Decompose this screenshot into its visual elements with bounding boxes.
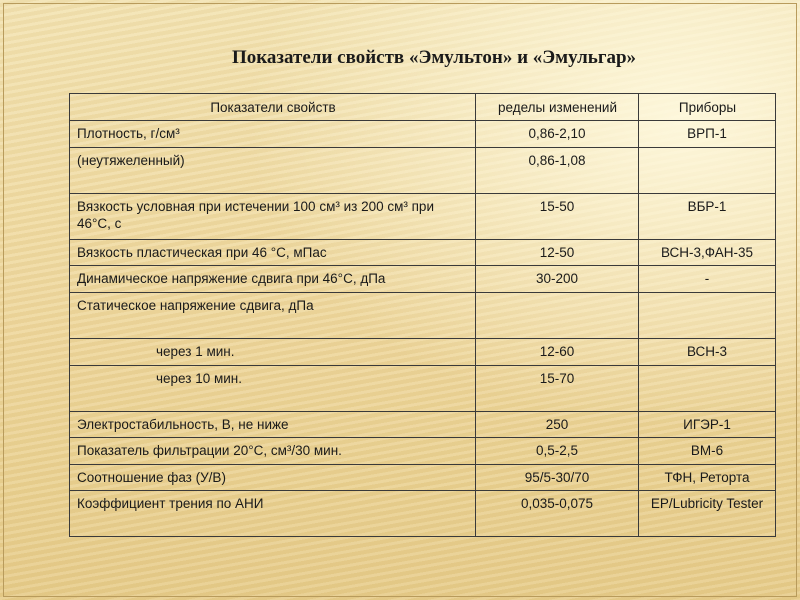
property-cell: Вязкость пластическая при 46 °С, мПас: [70, 240, 476, 266]
property-cell: Соотношение фаз (У/В): [70, 465, 476, 491]
table-row: [70, 121, 776, 148]
table-row: [70, 240, 776, 266]
range-cell: 0,5-2,5: [476, 438, 639, 465]
device-cell: [639, 148, 776, 194]
range-cell: 12-50: [476, 240, 639, 266]
property-cell: через 10 мин.: [70, 366, 476, 412]
table-header-row: [70, 94, 776, 121]
device-cell: [639, 293, 776, 339]
device-cell: EP/Lubricity Tester: [639, 491, 776, 537]
range-cell: 30-200: [476, 266, 639, 293]
device-cell: ВСН-3: [639, 339, 776, 366]
property-cell: Динамическое напряжение сдвига при 46°С, дПа: [70, 266, 476, 293]
table-row: [70, 194, 776, 240]
device-cell: [639, 366, 776, 412]
range-cell: [476, 293, 639, 339]
table-row: [70, 491, 776, 537]
property-cell: через 1 мин.: [70, 339, 476, 366]
table-row: [70, 148, 776, 194]
device-cell: ВБР-1: [639, 194, 776, 240]
range-cell: 0,86-1,08: [476, 148, 639, 194]
device-cell: ВМ-6: [639, 438, 776, 465]
device-cell: ТФН, Реторта: [639, 465, 776, 491]
property-cell: (неутяжеленный): [70, 148, 476, 194]
slide-title: Показатели свойств «Эмультон» и «Эмульгар»: [231, 47, 637, 68]
table-row: [70, 465, 776, 491]
table-row: [70, 438, 776, 465]
header-cell-device: Приборы: [639, 94, 776, 121]
device-cell: -: [639, 266, 776, 293]
range-cell: 250: [476, 412, 639, 438]
property-cell: Показатель фильтрации 20°С, см³/30 мин.: [70, 438, 476, 465]
table-row: [70, 293, 776, 339]
range-cell: 0,035-0,075: [476, 491, 639, 537]
device-cell: ВРП-1: [639, 121, 776, 148]
table-row: [70, 266, 776, 293]
device-cell: ИГЭР-1: [639, 412, 776, 438]
range-cell: 95/5-30/70: [476, 465, 639, 491]
header-cell-property: Показатели свойств: [70, 94, 476, 121]
property-cell: Коэффициент трения по АНИ: [70, 491, 476, 537]
property-cell: Электростабильность, В, не ниже: [70, 412, 476, 438]
properties-table: [69, 93, 776, 537]
table-row: [70, 366, 776, 412]
range-cell: 15-50: [476, 194, 639, 240]
range-cell: 15-70: [476, 366, 639, 412]
device-cell: ВСН-3,ФАН-35: [639, 240, 776, 266]
range-cell: 12-60: [476, 339, 639, 366]
property-cell: Статическое напряжение сдвига, дПа: [70, 293, 476, 339]
property-cell: Плотность, г/см³: [70, 121, 476, 148]
table-row: [70, 339, 776, 366]
range-cell: 0,86-2,10: [476, 121, 639, 148]
table-row: [70, 412, 776, 438]
property-cell: Вязкость условная при истечении 100 см³ из 200 см³ при 46°С, с: [70, 194, 476, 240]
header-cell-range: ределы изменений: [476, 94, 639, 121]
